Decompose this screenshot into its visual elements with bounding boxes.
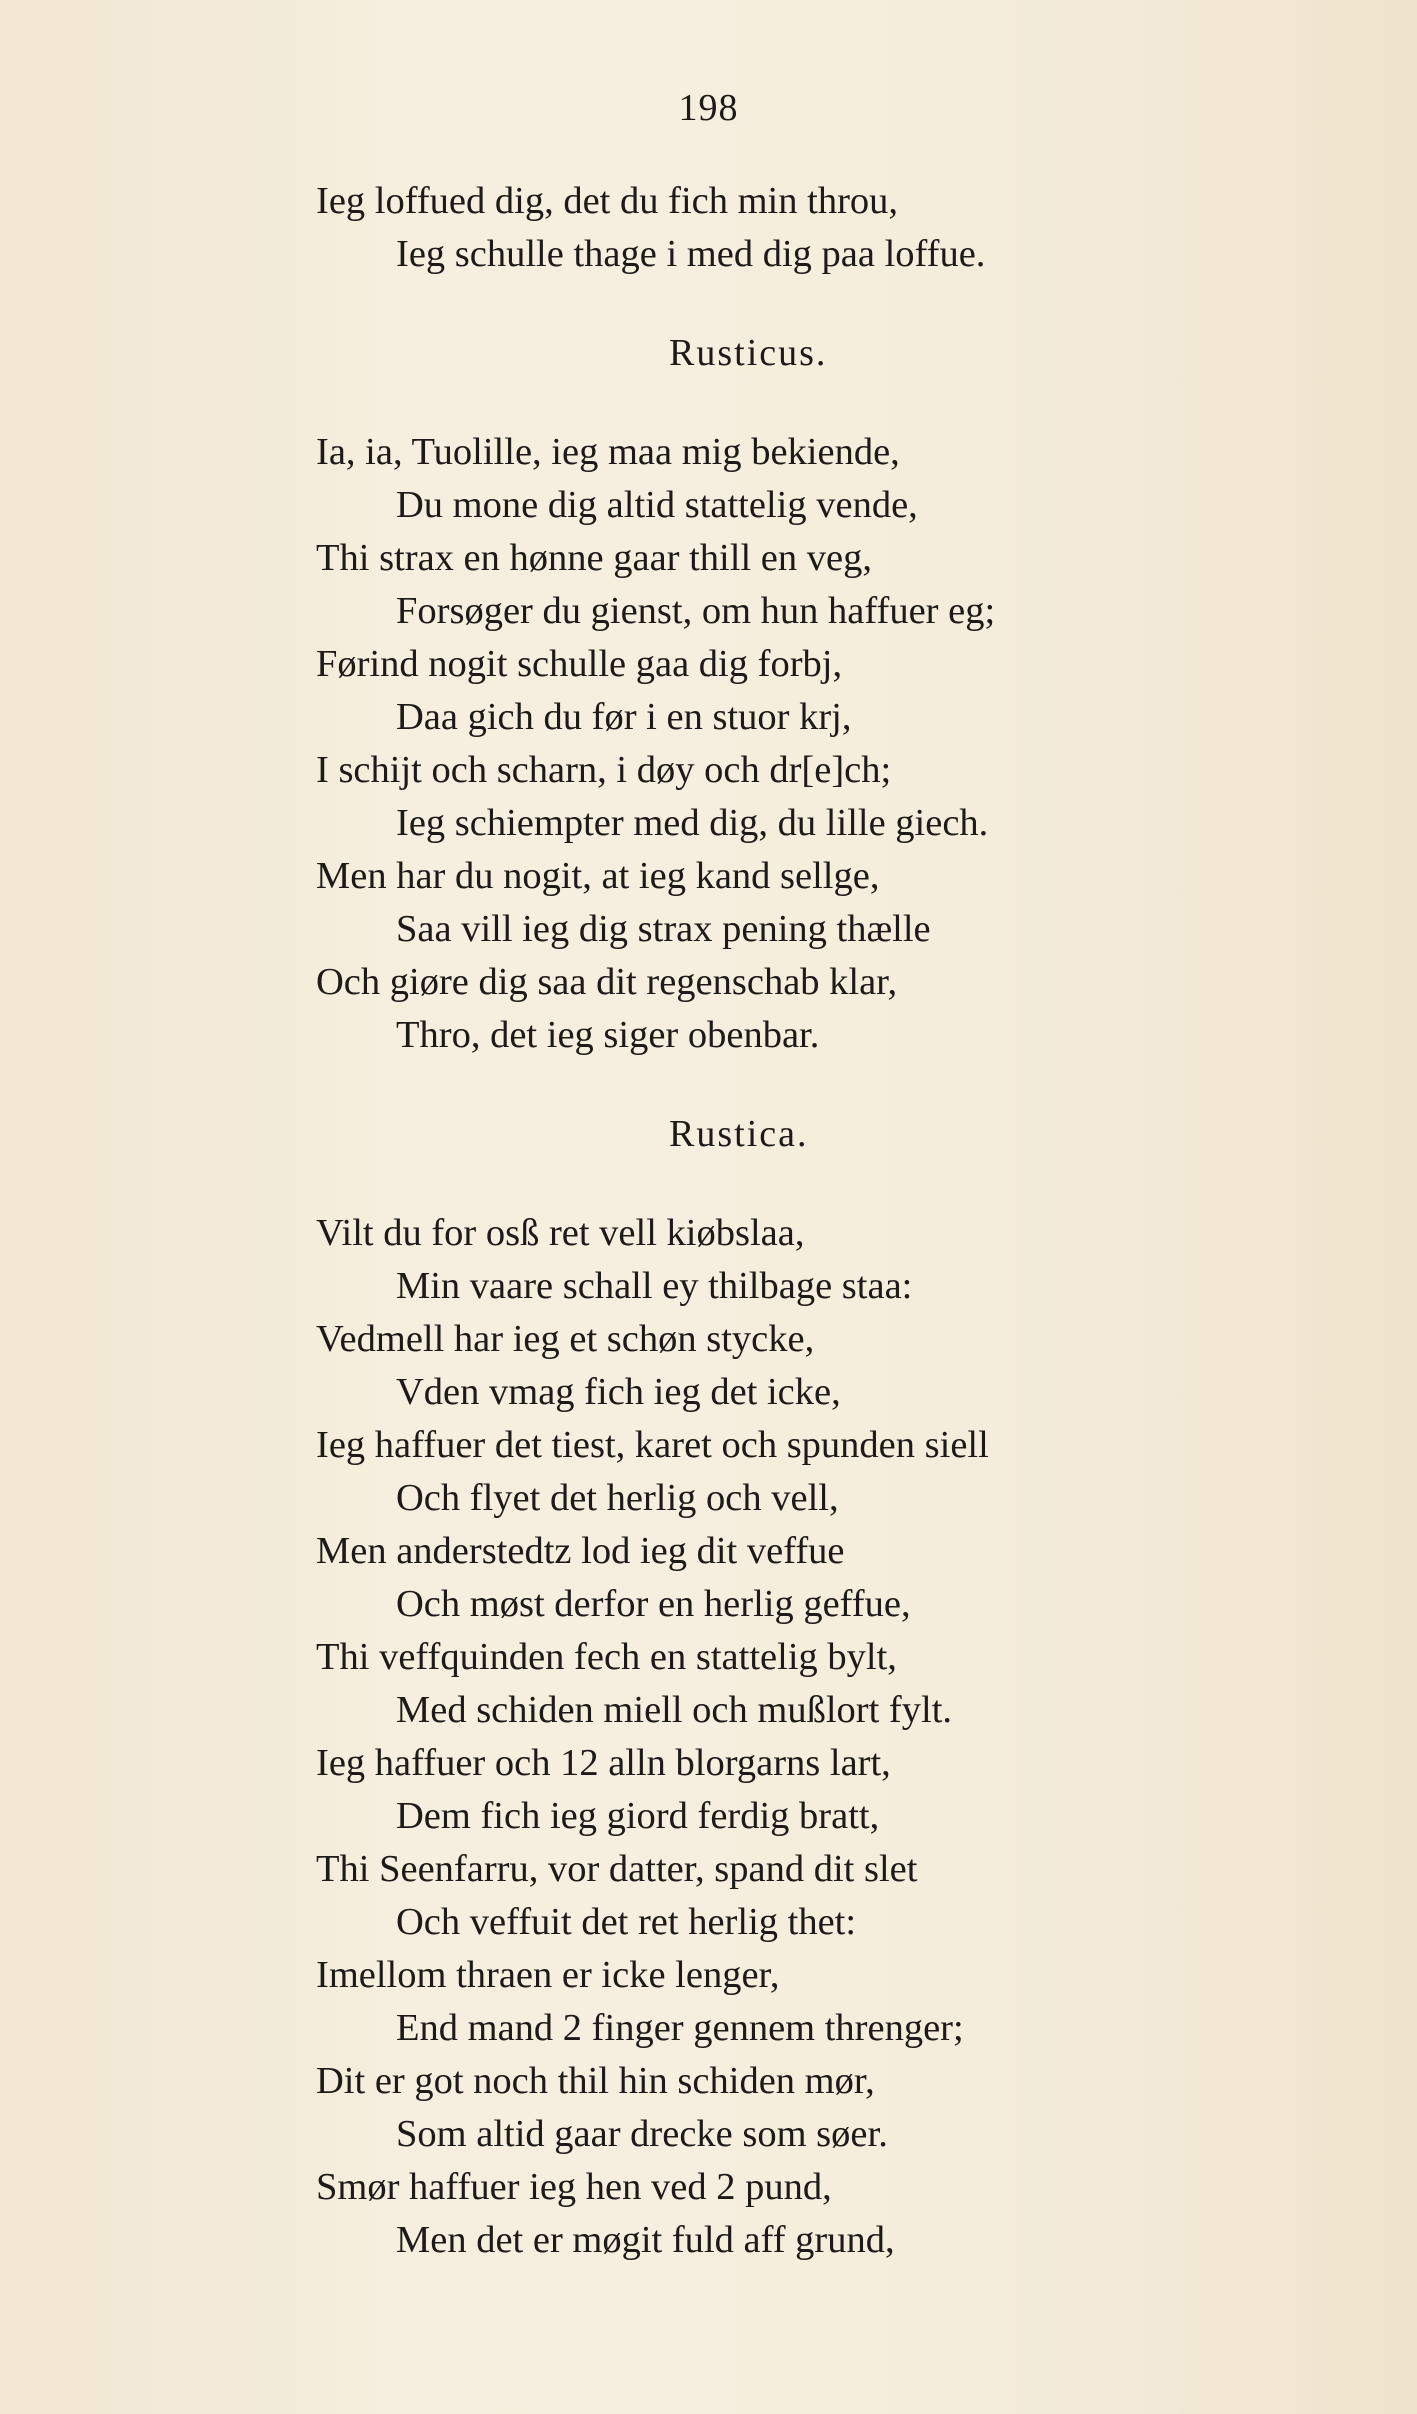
verse-line: Vedmell har ieg et schøn stycke, xyxy=(316,1318,815,1360)
verse-line: End mand 2 finger gennem threnger; xyxy=(396,2007,964,2049)
verse-line: Som altid gaar drecke som søer. xyxy=(396,2113,888,2155)
verse-line: Ieg schulle thage i med dig paa loffue. xyxy=(396,233,986,275)
verse-line: Daa gich du før i en stuor krj, xyxy=(396,696,852,738)
verse-line: Førind nogit schulle gaa dig forbj, xyxy=(316,643,843,685)
verse-line: Dem fich ieg giord ferdig bratt, xyxy=(396,1795,880,1837)
verse-line: Smør haffuer ieg hen ved 2 pund, xyxy=(316,2166,832,2208)
verse-line: Imellom thraen er icke lenger, xyxy=(316,1954,780,1996)
verse-line: Thi veffquinden fech en stattelig bylt, xyxy=(316,1636,897,1678)
verse-line: Vilt du for osß ret vell kiøbslaa, xyxy=(316,1212,805,1254)
verse-line: Min vaare schall ey thilbage staa: xyxy=(396,1265,913,1307)
verse-line: Ieg haffuer och 12 alln blorgarns lart, xyxy=(316,1742,891,1784)
verse-line: Och flyet det herlig och vell, xyxy=(396,1477,839,1519)
speaker-heading: Rusticus. xyxy=(669,332,828,374)
verse-line: Thi Seenfarru, vor datter, spand dit slet xyxy=(316,1848,918,1890)
verse-line: Ieg haffuer det tiest, karet och spunden siell xyxy=(316,1424,989,1466)
verse-line: Ieg loffued dig, det du fich min throu, xyxy=(316,180,899,222)
verse-line: Ieg schiempter med dig, du lille giech. xyxy=(396,802,989,844)
verse-line: Ia, ia, Tuolille, ieg maa mig bekiende, xyxy=(316,431,900,473)
page-number: 198 xyxy=(678,87,739,129)
verse-line: Men det er møgit fuld aff grund, xyxy=(396,2219,895,2261)
verse-line: Dit er got noch thil hin schiden mør, xyxy=(316,2060,875,2102)
verse-line: Vden vmag fich ieg det icke, xyxy=(396,1371,841,1413)
speaker-heading: Rustica. xyxy=(669,1113,809,1155)
verse-line: Thi strax en hønne gaar thill en veg, xyxy=(316,537,872,579)
verse-line: Du mone dig altid stattelig vende, xyxy=(396,484,918,526)
verse-line: Och veffuit det ret herlig thet: xyxy=(396,1901,857,1943)
verse-line: Och giøre dig saa dit regenschab klar, xyxy=(316,961,898,1003)
verse-line: Forsøger du gienst, om hun haffuer eg; xyxy=(396,590,996,632)
verse-line: Men har du nogit, at ieg kand sellge, xyxy=(316,855,880,897)
verse-line: Thro, det ieg siger obenbar. xyxy=(396,1014,820,1056)
verse-line: Men anderstedtz lod ieg dit veffue xyxy=(316,1530,845,1572)
verse-line: Med schiden miell och mußlort fylt. xyxy=(396,1689,953,1731)
verse-line: I schijt och scharn, i døy och dr[e]ch; xyxy=(316,749,892,791)
verse-line: Och møst derfor en herlig geffue, xyxy=(396,1583,911,1625)
verse-line: Saa vill ieg dig strax pening thælle xyxy=(396,908,931,950)
poem-text xyxy=(316,175,1216,2267)
